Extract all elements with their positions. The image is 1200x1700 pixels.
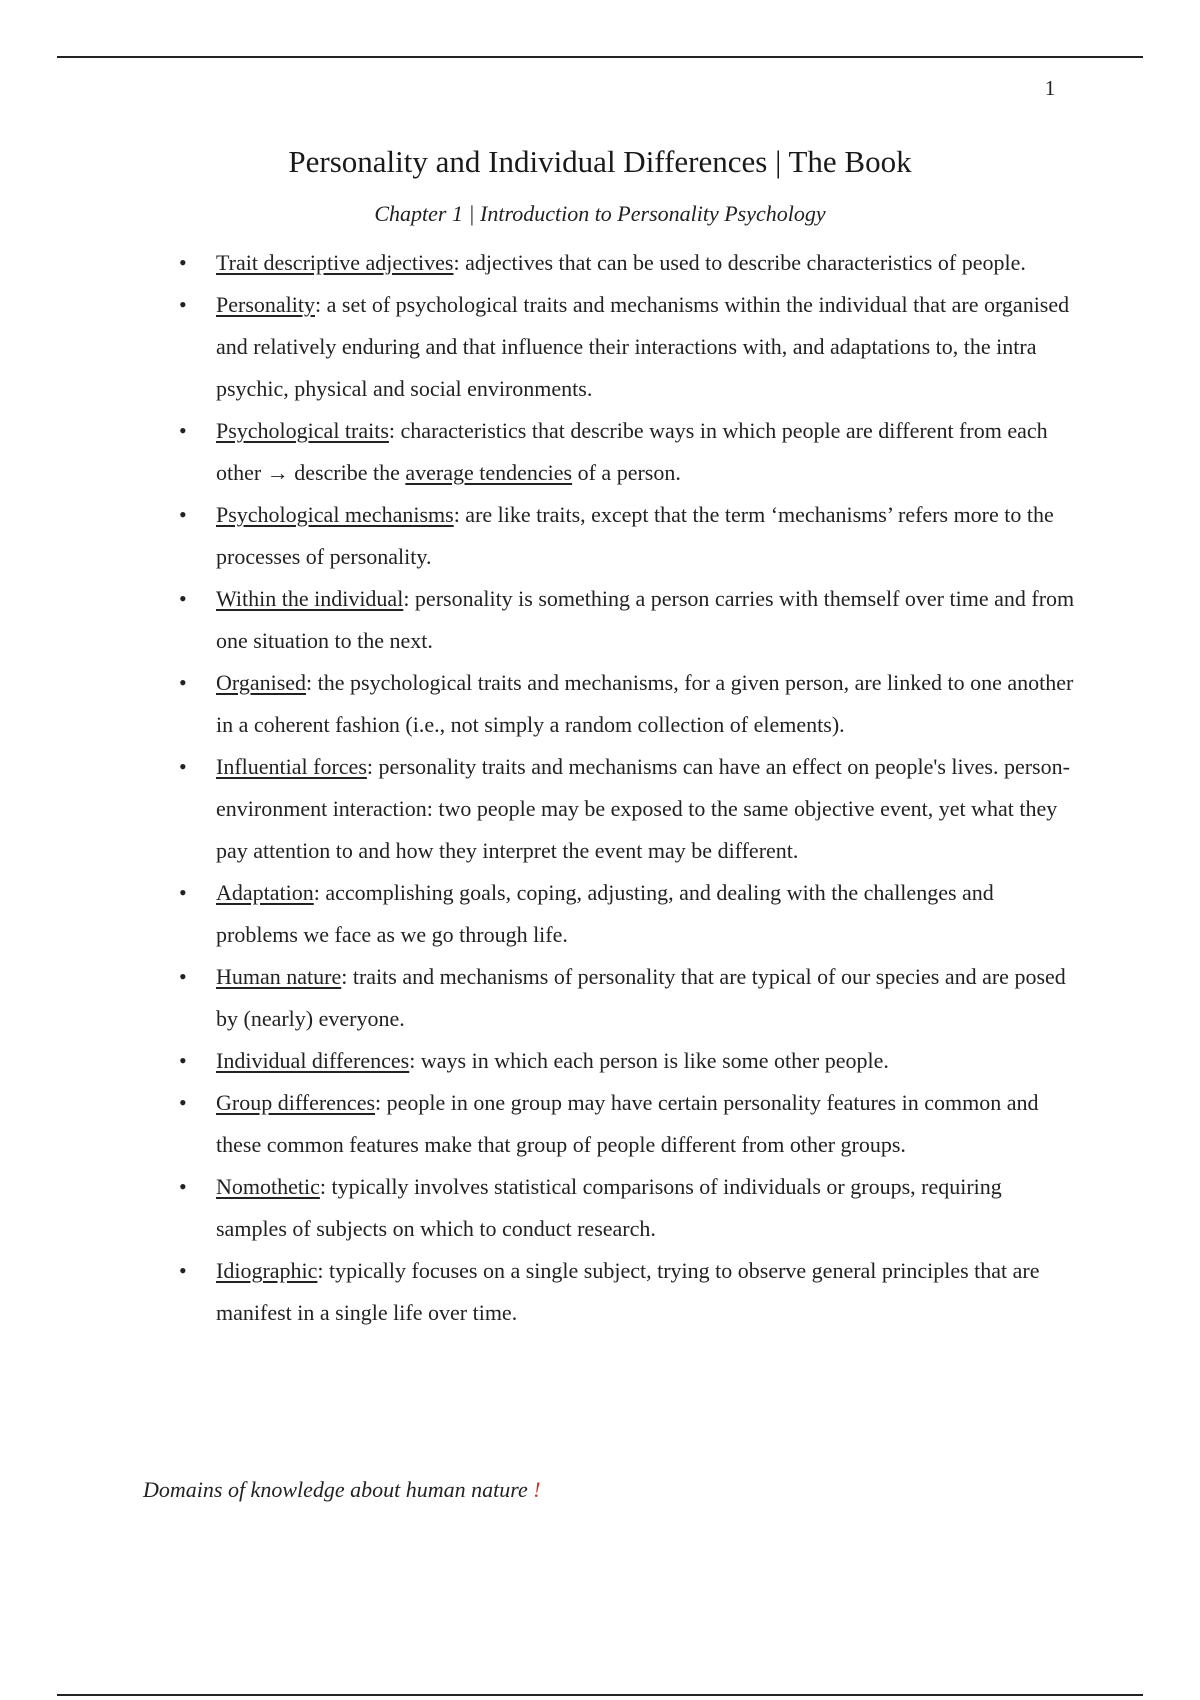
emphasized-phrase: average tendencies [405, 460, 573, 485]
definition-item [0, 1250, 1076, 1334]
definition-item [0, 662, 1076, 746]
bullet-icon: • [179, 586, 187, 611]
term-definition: : ways in which each person is like some other people. [409, 1048, 889, 1073]
term-definition: : a set of psychological traits and mechanisms within the individual that are organised and relatively enduring and that influence their interactions with, and adaptations to, the intra psychic, physical and social environments. [216, 292, 1070, 401]
definition-item [0, 494, 1076, 578]
bullet-icon: • [179, 250, 187, 275]
term-label: Trait descriptive adjectives [216, 250, 454, 275]
term-definition: : traits and mechanisms of personality that are typical of our species and are posed by (nearly) everyone. [216, 964, 1066, 1031]
term-label: Adaptation [216, 880, 314, 905]
term-label: Idiographic [216, 1258, 318, 1283]
term-definition: : typically involves statistical comparisons of individuals or groups, requiring samples of subjects on which to conduct research. [216, 1174, 1002, 1241]
term-label: Psychological traits [216, 418, 389, 443]
document-title: Personality and Individual Differences | The Book [288, 144, 912, 179]
definition-item [0, 956, 1076, 1040]
term-label: Human nature [216, 964, 342, 989]
bullet-icon: • [179, 964, 187, 989]
term-definition: : people in one group may have certain personality features in common and these common features make that group of people different from other groups. [216, 1090, 1039, 1157]
term-label: Group differences [216, 1090, 376, 1115]
definition-item [0, 746, 1076, 872]
bullet-icon: • [179, 418, 187, 443]
term-definition: : are like traits, except that the term ‘mechanisms’ refers more to the processes of personality. [216, 502, 1054, 569]
definition-item [0, 578, 1076, 662]
term-label: Nomothetic [216, 1174, 320, 1199]
section-heading-text: Domains of knowledge about human nature [143, 1477, 534, 1502]
bullet-icon: • [179, 1090, 187, 1115]
definition-item [0, 410, 1076, 494]
page-number: 1 [1044, 76, 1056, 100]
term-label: Individual differences [216, 1048, 410, 1073]
bullet-icon: • [179, 502, 187, 527]
term-label: Psychological mechanisms [216, 502, 454, 527]
chapter-subtitle: Chapter 1 | Introduction to Personality Psychology [374, 201, 826, 226]
bullet-icon: • [179, 880, 187, 905]
definition-item [0, 1166, 1076, 1250]
term-label: Within the individual [216, 586, 404, 611]
definition-item [0, 284, 1076, 410]
bullet-icon: • [179, 1258, 187, 1283]
definition-item [0, 872, 1076, 956]
bullet-icon: • [179, 292, 187, 317]
term-definition: : typically focuses on a single subject, trying to observe general principles that are manifest in a single life over time. [216, 1258, 1040, 1325]
term-label: Influential forces [216, 754, 367, 779]
term-label: Organised [216, 670, 307, 695]
term-definition: : personality traits and mechanisms can have an effect on people's lives. person-environment interaction: two people may be exposed to the same objective event, yet what they pay attention to and how they interpret the event may be different. [216, 754, 1070, 863]
bullet-icon: • [179, 670, 187, 695]
bullet-icon: • [179, 1174, 187, 1199]
term-definition: : accomplishing goals, coping, adjusting, and dealing with the challenges and problems we face as we go through life. [216, 880, 994, 947]
bullet-icon: • [179, 1048, 187, 1073]
definition-item [0, 242, 1076, 284]
definition-item [0, 1082, 1076, 1166]
term-label: Personality [216, 292, 315, 317]
definition-item [0, 1040, 1076, 1082]
header-rule [57, 56, 1143, 58]
footer-rule [57, 1694, 1143, 1696]
section-heading [143, 1475, 541, 1505]
exclamation-mark: ! [533, 1477, 541, 1502]
term-definition-tail: of a person. [572, 460, 681, 485]
term-definition: : the psychological traits and mechanisms, for a given person, are linked to one another in a coherent fashion (i.e., not simply a random collection of elements). [216, 670, 1074, 737]
term-definition: : personality is something a person carries with themself over time and from one situation to the next. [216, 586, 1075, 653]
term-definition: : characteristics that describe ways in which people are different from each other → describe the [216, 418, 1048, 485]
definitions-list [0, 242, 1076, 1334]
bullet-icon: • [179, 754, 187, 779]
term-definition: : adjectives that can be used to describe characteristics of people. [453, 250, 1026, 275]
